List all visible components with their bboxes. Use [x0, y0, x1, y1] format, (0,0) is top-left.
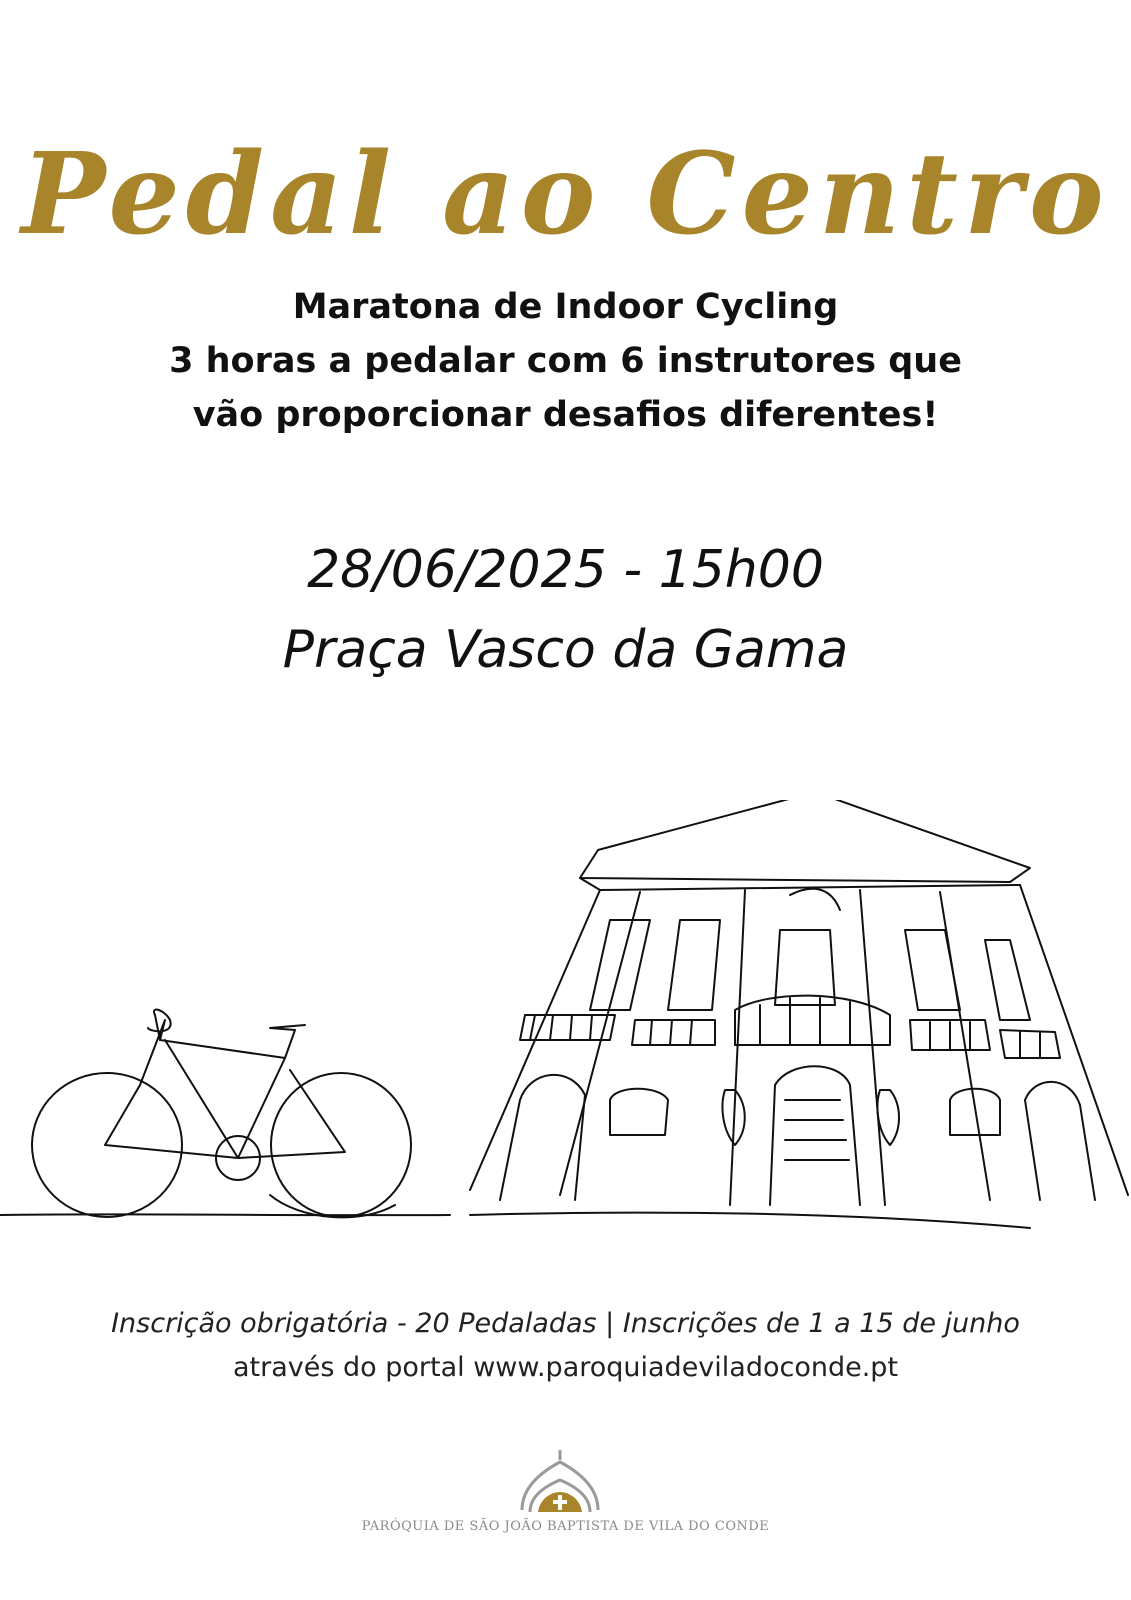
parish-logo-icon — [0, 1450, 1131, 1560]
registration-info — [0, 1302, 1131, 1390]
poster-title: Pedal ao Centro — [21, 129, 1110, 260]
bicycle-icon — [32, 1010, 411, 1218]
ground-line — [0, 1213, 1030, 1228]
event-datetime: 28/06/2025 - 15h00 — [307, 540, 824, 600]
portal-line: através do portal www.paroquiadeviladoconde.pt — [232, 1352, 899, 1383]
subtitle-line: vão proporcionar desafios diferentes! — [192, 395, 939, 435]
poster-subtitle — [0, 280, 1131, 442]
subtitle-line: 3 horas a pedalar com 6 instrutores que — [169, 341, 962, 381]
event-info — [0, 530, 1131, 690]
subtitle-line: Maratona de Indoor Cycling — [292, 287, 839, 327]
building-icon — [470, 800, 1128, 1205]
illustration — [0, 800, 1131, 1280]
event-location: Praça Vasco da Gama — [282, 620, 849, 680]
organizer-name: PARÓQUIA DE SÃO JOÃO BAPTISTA DE VILA DO CONDE — [361, 1519, 770, 1534]
registration-line: Inscrição obrigatória - 20 Pedaladas | Inscrições de 1 a 15 de junho — [111, 1308, 1020, 1339]
